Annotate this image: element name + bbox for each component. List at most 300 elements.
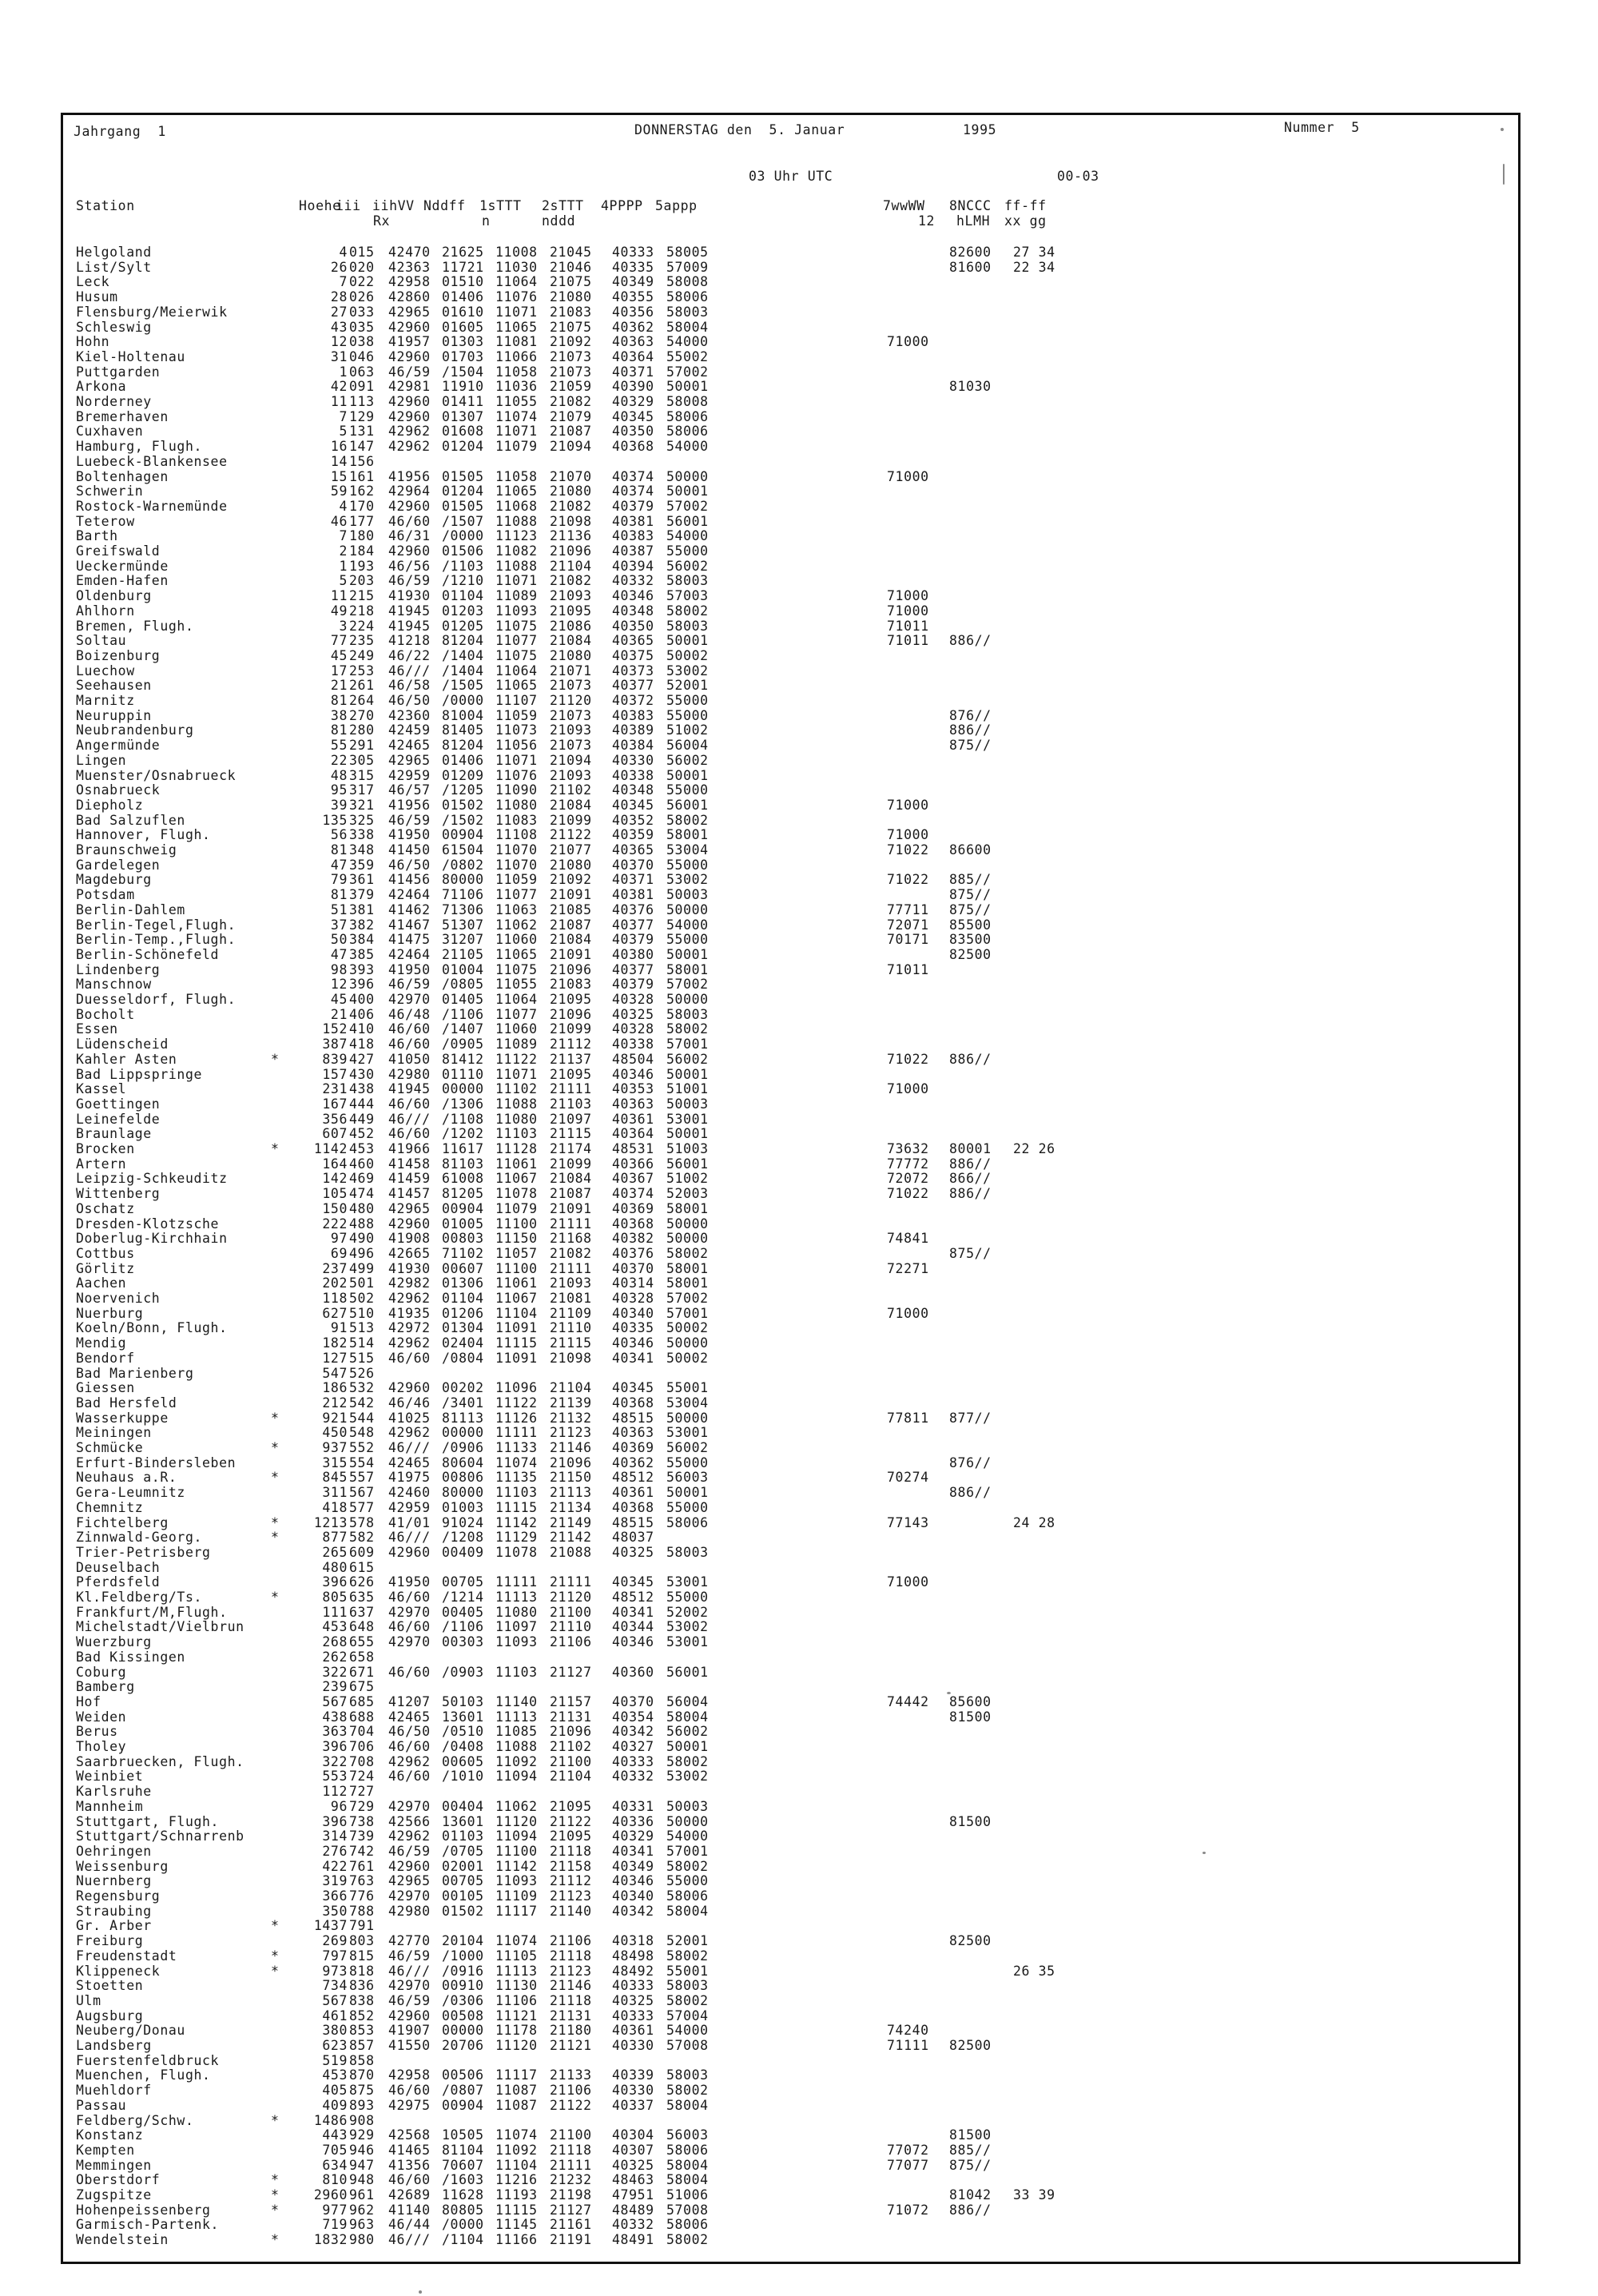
table-cell-hoehe: 805 <box>322 1590 348 1605</box>
table-cell-station-name: Artern <box>76 1156 127 1172</box>
column-header: ff-ff <box>1004 198 1047 213</box>
table-cell-iihvv: 42962 <box>388 439 431 454</box>
table-cell-iii: 180 <box>349 528 375 543</box>
table-cell-iihvv: 42360 <box>388 708 431 723</box>
table-cell-hoehe: 977 <box>322 2202 348 2218</box>
table-cell-iii: 361 <box>349 872 375 887</box>
table-cell-nddff: 01406 <box>442 753 484 768</box>
table-cell-iii: 947 <box>349 2158 375 2173</box>
table-cell-iii: 637 <box>349 1605 375 1620</box>
table-cell-7wwww: 71000 <box>887 334 929 349</box>
table-cell-1sttt: 11093 <box>495 603 538 619</box>
table-cell-4pppp: 40372 <box>612 693 654 708</box>
table-cell-2sttt: 21099 <box>550 1156 592 1172</box>
table-cell-iii: 526 <box>349 1366 375 1381</box>
table-cell-hoehe: 59 <box>330 483 348 499</box>
table-cell-5appp: 50000 <box>666 902 709 917</box>
table-cell-station-name: Konstanz <box>76 2127 144 2143</box>
table-cell-iihvv: 46/60 <box>388 2172 431 2187</box>
table-cell-nddff: 01703 <box>442 349 484 364</box>
table-cell-2sttt: 21131 <box>550 2008 592 2023</box>
table-cell-station-name: Hohn <box>76 334 110 349</box>
table-cell-1sttt: 11145 <box>495 2217 538 2232</box>
table-cell-nddff: 11721 <box>442 260 484 275</box>
table-cell-nddff: /0705 <box>442 1844 484 1859</box>
table-cell-4pppp: 40341 <box>612 1605 654 1620</box>
table-cell-5appp: 56002 <box>666 1440 709 1455</box>
table-cell-1sttt: 11055 <box>495 394 538 409</box>
table-cell-iii: 946 <box>349 2143 375 2158</box>
table-cell-5appp: 52002 <box>666 1605 709 1620</box>
table-cell-hoehe: 12 <box>330 977 348 992</box>
table-cell-5appp: 55000 <box>666 858 709 873</box>
table-cell-hoehe: 49 <box>330 603 348 619</box>
table-cell-2sttt: 21121 <box>550 2038 592 2053</box>
table-cell-hoehe: 39 <box>330 798 348 813</box>
table-cell-station-name: Luechow <box>76 663 135 678</box>
table-cell-2sttt: 21079 <box>550 409 592 424</box>
table-cell-nddff: 13601 <box>442 1709 484 1725</box>
table-cell-station-name: List/Sylt <box>76 260 152 275</box>
table-cell-1sttt: 11216 <box>495 2172 538 2187</box>
table-cell-8nccc: 875// <box>949 1246 992 1261</box>
table-cell-4pppp: 40332 <box>612 2217 654 2232</box>
table-cell-mountain-flag: * <box>271 2202 280 2218</box>
table-cell-iihvv: 42965 <box>388 304 431 320</box>
table-cell-hoehe: 16 <box>330 439 348 454</box>
table-cell-4pppp: 40341 <box>612 1351 654 1366</box>
table-cell-nddff: 01209 <box>442 768 484 783</box>
table-cell-hoehe: 231 <box>322 1081 348 1096</box>
table-cell-1sttt: 11104 <box>495 2158 538 2173</box>
table-cell-4pppp: 40344 <box>612 1619 654 1634</box>
table-cell-iihvv: 42970 <box>388 1978 431 1993</box>
table-cell-4pppp: 40331 <box>612 1799 654 1814</box>
table-cell-1sttt: 11090 <box>495 782 538 798</box>
table-cell-4pppp: 40375 <box>612 648 654 663</box>
table-cell-iihvv: 41975 <box>388 1470 431 1485</box>
table-cell-5appp: 58004 <box>666 1709 709 1725</box>
table-cell-nddff: 61504 <box>442 842 484 858</box>
table-cell-station-name: Landsberg <box>76 2038 152 2053</box>
table-cell-1sttt: 11088 <box>495 1096 538 1112</box>
table-cell-1sttt: 11065 <box>495 320 538 335</box>
table-cell-nddff: /3401 <box>442 1395 484 1411</box>
table-cell-5appp: 53001 <box>666 1574 709 1590</box>
table-cell-hoehe: 95 <box>330 782 348 798</box>
table-cell-iihvv: 42860 <box>388 289 431 304</box>
table-cell-station-name: Bad Hersfeld <box>76 1395 177 1411</box>
table-cell-2sttt: 21122 <box>550 2098 592 2113</box>
table-cell-2sttt: 21112 <box>550 1873 592 1888</box>
table-cell-5appp: 50001 <box>666 1485 709 1500</box>
table-cell-4pppp: 40350 <box>612 424 654 439</box>
table-cell-hoehe: 418 <box>322 1500 348 1515</box>
table-cell-7wwww: 74841 <box>887 1231 929 1246</box>
table-cell-iii: 452 <box>349 1126 375 1141</box>
table-cell-4pppp: 40335 <box>612 1320 654 1335</box>
table-cell-2sttt: 21082 <box>550 394 592 409</box>
table-cell-iihvv: 46/60 <box>388 1619 431 1634</box>
table-cell-1sttt: 11104 <box>495 1306 538 1321</box>
table-cell-iihvv: 46/// <box>388 2232 431 2247</box>
table-cell-1sttt: 11094 <box>495 1769 538 1784</box>
table-cell-5appp: 55001 <box>666 1380 709 1395</box>
table-cell-1sttt: 11076 <box>495 289 538 304</box>
table-cell-4pppp: 40370 <box>612 858 654 873</box>
table-cell-iihvv: 41908 <box>388 1231 431 1246</box>
table-cell-station-name: Muehldorf <box>76 2083 152 2098</box>
table-cell-station-name: Stoetten <box>76 1978 144 1993</box>
table-cell-4pppp: 40333 <box>612 245 654 260</box>
table-cell-5appp: 58002 <box>666 1246 709 1261</box>
table-cell-hoehe: 262 <box>322 1649 348 1665</box>
table-cell-iii: 852 <box>349 2008 375 2023</box>
table-cell-hoehe: 26 <box>330 260 348 275</box>
table-cell-nddff: 01411 <box>442 394 484 409</box>
table-cell-2sttt: 21123 <box>550 1888 592 1904</box>
table-cell-2sttt: 21120 <box>550 1590 592 1605</box>
table-cell-station-name: Feldberg/Schw. <box>76 2113 194 2128</box>
table-cell-nddff: 01104 <box>442 588 484 603</box>
table-cell-2sttt: 21232 <box>550 2172 592 2187</box>
table-cell-nddff: 01003 <box>442 1500 484 1515</box>
table-cell-nddff: 01608 <box>442 424 484 439</box>
table-cell-4pppp: 40373 <box>612 663 654 678</box>
table-cell-hoehe: 42 <box>330 379 348 394</box>
table-cell-hoehe: 269 <box>322 1933 348 1948</box>
table-cell-iihvv: 42959 <box>388 768 431 783</box>
table-cell-hoehe: 453 <box>322 2067 348 2083</box>
table-cell-4pppp: 40366 <box>612 1156 654 1172</box>
table-cell-1sttt: 11060 <box>495 1021 538 1037</box>
table-cell-iii: 261 <box>349 678 375 693</box>
table-cell-iii: 875 <box>349 2083 375 2098</box>
table-cell-iihvv: 41/01 <box>388 1515 431 1530</box>
table-cell-5appp: 50001 <box>666 1067 709 1082</box>
table-cell-station-name: Neuberg/Donau <box>76 2023 185 2038</box>
table-cell-hoehe: 81 <box>330 887 348 902</box>
table-cell-iihvv: 42464 <box>388 947 431 962</box>
table-cell-mountain-flag: * <box>271 1470 280 1485</box>
table-cell-hoehe: 973 <box>322 1964 348 1979</box>
table-cell-nddff: 00409 <box>442 1545 484 1560</box>
table-cell-iihvv: 42568 <box>388 2127 431 2143</box>
table-cell-iihvv: 46/46 <box>388 1395 431 1411</box>
table-cell-iihvv: 42960 <box>388 543 431 559</box>
table-cell-2sttt: 21118 <box>550 1948 592 1964</box>
table-cell-station-name: Pferdsfeld <box>76 1574 161 1590</box>
table-cell-1sttt: 11071 <box>495 1067 538 1082</box>
table-cell-4pppp: 48504 <box>612 1052 654 1067</box>
table-cell-iihvv: 41207 <box>388 1694 431 1709</box>
table-cell-1sttt: 11079 <box>495 1201 538 1216</box>
table-cell-4pppp: 48515 <box>612 1515 654 1530</box>
table-cell-nddff: /1404 <box>442 663 484 678</box>
column-header: 7wwWW <box>883 198 925 213</box>
table-cell-nddff: /0804 <box>442 1351 484 1366</box>
table-cell-4pppp: 40371 <box>612 872 654 887</box>
table-cell-iii: 554 <box>349 1455 375 1470</box>
table-cell-5appp: 56003 <box>666 1470 709 1485</box>
table-cell-4pppp: 40369 <box>612 1201 654 1216</box>
table-cell-nddff: 01405 <box>442 992 484 1007</box>
table-cell-station-name: Wendelstein <box>76 2232 169 2247</box>
table-cell-station-name: Hannover, Flugh. <box>76 827 211 842</box>
table-cell-1sttt: 11062 <box>495 917 538 933</box>
table-cell-8nccc: 886// <box>949 1156 992 1172</box>
table-cell-7wwww: 71011 <box>887 633 929 648</box>
table-cell-iii: 396 <box>349 977 375 992</box>
table-cell-hoehe: 315 <box>322 1455 348 1470</box>
table-cell-8nccc: 85600 <box>949 1694 992 1709</box>
table-cell-5appp: 57002 <box>666 977 709 992</box>
table-cell-4pppp: 40359 <box>612 827 654 842</box>
table-cell-4pppp: 40368 <box>612 439 654 454</box>
table-cell-hoehe: 268 <box>322 1634 348 1649</box>
table-cell-nddff: 81204 <box>442 633 484 648</box>
table-cell-station-name: Kempten <box>76 2143 135 2158</box>
table-cell-5appp: 58003 <box>666 1978 709 1993</box>
table-cell-iihvv: 42970 <box>388 992 431 1007</box>
table-cell-2sttt: 21075 <box>550 320 592 335</box>
table-cell-1sttt: 11008 <box>495 245 538 260</box>
table-cell-mountain-flag: * <box>271 2113 280 2128</box>
table-cell-iihvv: 41218 <box>388 633 431 648</box>
table-cell-iii: 791 <box>349 1918 375 1933</box>
table-cell-hoehe: 937 <box>322 1440 348 1455</box>
table-cell-nddff: 01205 <box>442 619 484 634</box>
table-cell-hoehe: 7 <box>339 409 348 424</box>
table-cell-station-name: Husum <box>76 289 118 304</box>
table-cell-4pppp: 40377 <box>612 917 654 933</box>
table-cell-5appp: 52001 <box>666 1933 709 1948</box>
table-cell-mountain-flag: * <box>271 2187 280 2202</box>
table-cell-2sttt: 21140 <box>550 1904 592 1919</box>
table-cell-iii: 980 <box>349 2232 375 2247</box>
column-header: Station <box>76 198 135 213</box>
table-cell-2sttt: 21098 <box>550 1351 592 1366</box>
table-cell-station-name: Noervenich <box>76 1291 161 1306</box>
table-cell-4pppp: 40332 <box>612 1769 654 1784</box>
table-cell-8nccc: 85500 <box>949 917 992 933</box>
table-cell-nddff: /1202 <box>442 1126 484 1141</box>
table-cell-station-name: Rostock-Warnemünde <box>76 499 228 514</box>
table-cell-hoehe: 12 <box>330 334 348 349</box>
table-cell-iii: 177 <box>349 514 375 529</box>
table-cell-5appp: 55000 <box>666 1590 709 1605</box>
table-cell-hoehe: 422 <box>322 1859 348 1874</box>
table-cell-1sttt: 11065 <box>495 947 538 962</box>
table-cell-iihvv: 42982 <box>388 1275 431 1291</box>
table-cell-iihvv: 41465 <box>388 2143 431 2158</box>
table-cell-2sttt: 21077 <box>550 842 592 858</box>
table-cell-1sttt: 11097 <box>495 1619 538 1634</box>
table-cell-7wwww: 71000 <box>887 1081 929 1096</box>
table-cell-iii: 544 <box>349 1411 375 1426</box>
table-cell-5appp: 50003 <box>666 1799 709 1814</box>
table-cell-station-name: Passau <box>76 2098 127 2113</box>
table-cell-4pppp: 40362 <box>612 320 654 335</box>
table-cell-iii: 385 <box>349 947 375 962</box>
table-cell-station-name: Zinnwald-Georg. <box>76 1530 203 1545</box>
table-cell-5appp: 50000 <box>666 469 709 484</box>
table-cell-nddff: 50103 <box>442 1694 484 1709</box>
table-cell-8nccc: 82500 <box>949 1933 992 1948</box>
table-cell-nddff: 01303 <box>442 334 484 349</box>
table-cell-iihvv: 42960 <box>388 409 431 424</box>
table-cell-1sttt: 11064 <box>495 274 538 289</box>
table-cell-iihvv: 42965 <box>388 1873 431 1888</box>
table-cell-station-name: Memmingen <box>76 2158 152 2173</box>
table-cell-iii: 510 <box>349 1306 375 1321</box>
table-cell-2sttt: 21106 <box>550 1933 592 1948</box>
table-cell-iii: 615 <box>349 1560 375 1575</box>
table-cell-mountain-flag: * <box>271 1052 280 1067</box>
table-cell-1sttt: 11093 <box>495 1873 538 1888</box>
table-cell-1sttt: 11064 <box>495 663 538 678</box>
table-cell-2sttt: 21096 <box>550 1455 592 1470</box>
table-cell-iii: 490 <box>349 1231 375 1246</box>
table-cell-iihvv: 42959 <box>388 1500 431 1515</box>
table-cell-iii: 381 <box>349 902 375 917</box>
table-cell-1sttt: 11078 <box>495 1545 538 1560</box>
table-cell-2sttt: 21120 <box>550 693 592 708</box>
table-cell-1sttt: 11142 <box>495 1515 538 1530</box>
table-cell-2sttt: 21104 <box>550 559 592 574</box>
table-cell-2sttt: 21073 <box>550 708 592 723</box>
table-cell-iii: 542 <box>349 1395 375 1411</box>
table-cell-hoehe: 7 <box>339 528 348 543</box>
table-cell-1sttt: 11077 <box>495 633 538 648</box>
table-cell-7wwww: 71022 <box>887 842 929 858</box>
table-cell-4pppp: 40364 <box>612 349 654 364</box>
table-cell-hoehe: 314 <box>322 1828 348 1844</box>
table-cell-station-name: Meiningen <box>76 1425 152 1440</box>
table-cell-8nccc: 81500 <box>949 1709 992 1725</box>
table-cell-iii: 406 <box>349 1007 375 1022</box>
table-cell-1sttt: 11071 <box>495 573 538 588</box>
table-cell-iihvv: 41475 <box>388 932 431 947</box>
table-cell-4pppp: 40362 <box>612 1455 654 1470</box>
table-cell-hoehe: 350 <box>322 1904 348 1919</box>
table-cell-station-name: Saarbruecken, Flugh. <box>76 1754 244 1769</box>
table-cell-iihvv: 41462 <box>388 902 431 917</box>
table-cell-2sttt: 21097 <box>550 1112 592 1127</box>
table-cell-iii: 026 <box>349 289 375 304</box>
table-cell-iihvv: 46/59 <box>388 977 431 992</box>
table-cell-station-name: Tholey <box>76 1739 127 1754</box>
table-cell-nddff: /1407 <box>442 1021 484 1037</box>
table-cell-nddff: 81405 <box>442 722 484 738</box>
table-cell-iihvv: 42566 <box>388 1814 431 1829</box>
table-cell-7wwww: 74240 <box>887 2023 929 2038</box>
table-cell-4pppp: 40350 <box>612 619 654 634</box>
table-cell-7wwww: 71000 <box>887 1306 929 1321</box>
table-cell-station-name: Fichtelberg <box>76 1515 169 1530</box>
table-cell-iihvv: 41966 <box>388 1141 431 1156</box>
table-cell-5appp: 50001 <box>666 1739 709 1754</box>
table-cell-iii: 379 <box>349 887 375 902</box>
table-cell-1sttt: 11062 <box>495 1799 538 1814</box>
table-cell-mountain-flag: * <box>271 1590 280 1605</box>
table-cell-7wwww: 71011 <box>887 619 929 634</box>
table-cell-hoehe: 1486 <box>313 2113 348 2128</box>
table-cell-nddff: /0306 <box>442 1993 484 2008</box>
table-cell-4pppp: 40304 <box>612 2127 654 2143</box>
column-header-sub: hLMH <box>956 213 991 229</box>
table-cell-hoehe: 366 <box>322 1888 348 1904</box>
table-cell-4pppp: 40339 <box>612 2067 654 2083</box>
table-cell-hoehe: 31 <box>330 349 348 364</box>
table-cell-nddff: /1502 <box>442 813 484 828</box>
table-cell-2sttt: 21087 <box>550 1186 592 1201</box>
table-cell-hoehe: 322 <box>322 1754 348 1769</box>
table-cell-1sttt: 11076 <box>495 768 538 783</box>
table-cell-station-name: Koeln/Bonn, Flugh. <box>76 1320 228 1335</box>
table-cell-iii: 249 <box>349 648 375 663</box>
table-cell-hoehe: 47 <box>330 858 348 873</box>
table-cell-iii: 193 <box>349 559 375 574</box>
table-cell-5appp: 53004 <box>666 1395 709 1411</box>
table-cell-iii: 838 <box>349 1993 375 2008</box>
table-cell-iihvv: 41457 <box>388 1186 431 1201</box>
table-cell-5appp: 56002 <box>666 559 709 574</box>
table-cell-nddff: /0906 <box>442 1440 484 1455</box>
table-cell-station-name: Lüdenscheid <box>76 1037 169 1052</box>
table-cell-2sttt: 21127 <box>550 1665 592 1680</box>
table-cell-nddff: 01304 <box>442 1320 484 1335</box>
table-cell-hoehe: 567 <box>322 1694 348 1709</box>
table-cell-4pppp: 40325 <box>612 1993 654 2008</box>
table-cell-1sttt: 11065 <box>495 678 538 693</box>
table-cell-7wwww: 72071 <box>887 917 929 933</box>
table-cell-1sttt: 11077 <box>495 1007 538 1022</box>
table-cell-iihvv: 46/60 <box>388 1096 431 1112</box>
table-cell-station-name: Augsburg <box>76 2008 144 2023</box>
table-cell-station-name: Nuerburg <box>76 1306 144 1321</box>
year-label: 1995 <box>963 122 997 137</box>
table-cell-station-name: Duesseldorf, Flugh. <box>76 992 237 1007</box>
table-cell-iihvv: 42962 <box>388 1425 431 1440</box>
table-cell-station-name: Garmisch-Partenk. <box>76 2217 220 2232</box>
table-cell-hoehe: 547 <box>322 1366 348 1381</box>
table-cell-5appp: 57003 <box>666 588 709 603</box>
table-cell-1sttt: 11122 <box>495 1052 538 1067</box>
table-cell-7wwww: 71072 <box>887 2202 929 2218</box>
table-cell-station-name: Bremerhaven <box>76 409 169 424</box>
table-cell-station-name: Fuerstenfeldbruck <box>76 2053 220 2068</box>
table-cell-1sttt: 11133 <box>495 1440 538 1455</box>
table-cell-5appp: 58006 <box>666 289 709 304</box>
table-cell-5appp: 56001 <box>666 1665 709 1680</box>
table-cell-iii: 480 <box>349 1201 375 1216</box>
table-cell-2sttt: 21087 <box>550 917 592 933</box>
table-cell-8nccc: 875// <box>949 902 992 917</box>
table-cell-hoehe: 222 <box>322 1216 348 1232</box>
table-cell-1sttt: 11115 <box>495 2202 538 2218</box>
table-cell-1sttt: 11067 <box>495 1171 538 1186</box>
table-cell-hoehe: 11 <box>330 394 348 409</box>
table-cell-5appp: 50001 <box>666 483 709 499</box>
table-cell-hoehe: 5 <box>339 573 348 588</box>
table-cell-iii: 033 <box>349 304 375 320</box>
table-cell-2sttt: 21084 <box>550 1171 592 1186</box>
table-cell-1sttt: 11092 <box>495 2143 538 2158</box>
table-cell-iihvv: 42960 <box>388 2008 431 2023</box>
table-cell-2sttt: 21086 <box>550 619 592 634</box>
table-cell-8nccc: 82600 <box>949 245 992 260</box>
